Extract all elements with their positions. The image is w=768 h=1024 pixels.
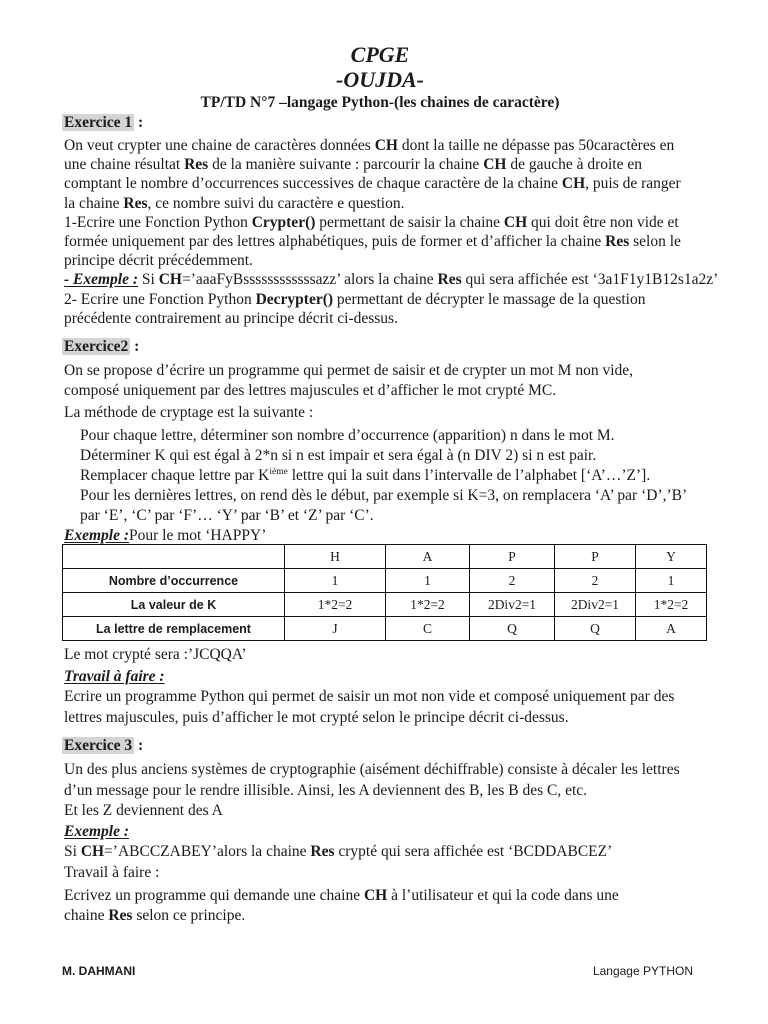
- table-cell: 1*2=2: [285, 593, 386, 617]
- result-line: [64, 645, 247, 665]
- keyword-text: Res: [437, 271, 462, 289]
- task-title-line: [64, 863, 159, 883]
- text-segment: Si: [64, 843, 81, 860]
- task-line: [64, 687, 674, 708]
- keyword-text: CH: [374, 137, 398, 154]
- keyword-text: Res: [108, 906, 133, 924]
- superscript-text: ième: [269, 467, 288, 477]
- cipher-example-table: [62, 544, 707, 641]
- school-name: CPGE: [350, 42, 410, 67]
- exercise-3-example: [64, 842, 612, 862]
- exercise-2-title: Exercice2: [64, 338, 129, 355]
- table-cell: 1: [285, 569, 386, 593]
- table-cell: 2Div2=1: [470, 593, 555, 617]
- text-segment: une chaine résultat: [64, 156, 185, 174]
- method-step-line: [80, 466, 687, 486]
- table-header-cell: P: [470, 545, 555, 569]
- text-segment: dont la taille ne dépasse pas 50caractères en: [397, 137, 675, 154]
- table-cell: J: [285, 617, 386, 641]
- table-row-label: La valeur de K: [63, 593, 285, 617]
- task-title-line: [64, 667, 165, 687]
- exercise-2-method-title: [64, 403, 313, 423]
- exercise-3-intro: [64, 760, 680, 822]
- emphasis-label: Exemple :: [64, 823, 129, 840]
- table-cell: 2: [555, 569, 636, 593]
- text-segment: On veut crypter une chaine de caractères données: [64, 137, 375, 154]
- text-segment: =’ABCCZABEY’alors la chaine: [104, 843, 311, 860]
- text-segment: composé uniquement par des lettres majuscules et d’afficher le mot crypté MC.: [64, 382, 557, 399]
- keyword-text: Res: [123, 194, 148, 212]
- text-segment: On se propose d’écrire un programme qui permet de saisir et de crypter un mot M non vide,: [64, 362, 634, 379]
- statement-line: [64, 251, 718, 270]
- intro-line: [64, 361, 633, 381]
- text-segment: crypté qui sera affichée est ‘BCDDABCEZ’: [334, 843, 613, 860]
- table-row: [63, 593, 707, 617]
- exercise-2-method-steps: [80, 426, 687, 526]
- table-header-cell: Y: [636, 545, 707, 569]
- keyword-text: Res: [605, 233, 630, 251]
- intro-line: [64, 781, 680, 802]
- emphasis-label: - Exemple :: [64, 271, 139, 289]
- statement-line: [64, 213, 718, 232]
- table-header-cell: A: [386, 545, 470, 569]
- text-segment: Pour le mot ‘HAPPY’: [129, 527, 267, 544]
- text-segment: permettant de décrypter le massage de la question: [333, 290, 646, 308]
- method-step-line: [80, 486, 687, 506]
- example-title-line: [64, 822, 129, 842]
- text-segment: Travail à faire :: [64, 864, 160, 881]
- example-line: [64, 527, 266, 545]
- table-cell: Q: [555, 617, 636, 641]
- task-line: [64, 886, 619, 906]
- text-segment: selon le: [629, 233, 681, 251]
- heading-colon: :: [134, 737, 144, 754]
- text-segment: formée uniquement par des lettres alphabétiques, puis de former et d’afficher la chaine: [64, 233, 606, 251]
- statement-line: [64, 136, 718, 155]
- keyword-text: CH: [483, 156, 507, 174]
- statement-line: [64, 290, 718, 309]
- task-line: [64, 708, 674, 729]
- exercise-2-result: [64, 645, 247, 665]
- text-segment: qui sera affichée est ‘3a1F1y1B12s1a2z’: [461, 271, 719, 289]
- exercise-1-heading: [62, 113, 143, 133]
- text-segment: 2- Ecrire une Fonction Python: [64, 290, 256, 308]
- method-title-line: [64, 403, 313, 423]
- method-step-line: [80, 506, 687, 526]
- method-step-line: [80, 446, 687, 466]
- text-segment: Un des plus anciens systèmes de cryptographie (aisément déchiffrable) consiste à décaler les lettres: [64, 761, 680, 778]
- table-cell: 1: [636, 569, 707, 593]
- keyword-text: CH: [561, 175, 586, 193]
- text-segment: à l’utilisateur et qui la code dans une: [387, 887, 619, 904]
- table-row-label: La lettre de remplacement: [63, 617, 285, 641]
- text-segment: Déterminer K qui est égal à 2*n si n est impair et sera égal à (n DIV 2) si n est pair.: [80, 447, 597, 464]
- table-row: [63, 569, 707, 593]
- exercise-3-task: [64, 886, 619, 925]
- statement-line: [64, 232, 718, 251]
- footer-subject: Langage PYTHON: [592, 964, 693, 978]
- text-segment: Pour les dernières lettres, on rend dès le début, par exemple si K=3, on remplacera ‘A’ par ‘D’,’B’: [80, 487, 688, 504]
- task-line: [64, 906, 619, 926]
- emphasis-label: Exemple :: [64, 527, 129, 544]
- text-segment: par ‘E’, ‘C’ par ‘F’… ‘Y’ par ‘B’ et ‘Z’ par ‘C’.: [80, 507, 374, 524]
- table-header-cell: H: [285, 545, 386, 569]
- text-segment: qui doit être non vide et: [527, 213, 679, 231]
- intro-line: [64, 760, 680, 781]
- table-cell: A: [636, 617, 707, 641]
- table-row-label: Nombre d’occurrence: [63, 569, 285, 593]
- text-segment: d’un message pour le rendre illisible. Ainsi, les A deviennent des B, les B des C, etc.: [64, 781, 588, 799]
- exercise-2-example: [64, 527, 266, 545]
- exercise-2-task: [64, 687, 674, 728]
- table-corner-cell: [63, 545, 285, 569]
- text-segment: Ecrivez un programme qui demande une chaine: [64, 887, 364, 904]
- table-row: [63, 617, 707, 641]
- keyword-text: CH: [158, 271, 182, 289]
- keyword-text: Res: [310, 843, 335, 860]
- text-segment: selon ce principe.: [132, 906, 246, 924]
- exercise-3-example-title: [64, 822, 129, 842]
- intro-line: [64, 801, 680, 822]
- exercise-3-task-title: [64, 863, 159, 883]
- method-step-line: [80, 426, 687, 446]
- exercise-3-heading: [62, 736, 143, 756]
- text-segment: lettre qui la suit dans l’intervalle de l’alphabet [‘A’…’Z’].: [287, 467, 651, 484]
- table-header-cell: P: [555, 545, 636, 569]
- footer-author: M. DAHMANI: [62, 964, 136, 978]
- text-segment: Si: [138, 271, 159, 289]
- exercise-3-title: Exercice 3: [64, 737, 133, 754]
- city-name: -OUJDA-: [336, 67, 424, 92]
- exercise-1-title: Exercice 1: [64, 114, 133, 131]
- keyword-text: Crypter(): [251, 213, 316, 231]
- statement-line: [64, 194, 718, 213]
- table-cell: C: [386, 617, 470, 641]
- text-segment: principe décrit précédemment.: [64, 252, 253, 270]
- table-cell: Q: [470, 617, 555, 641]
- text-segment: de gauche à droite en: [506, 156, 642, 174]
- keyword-text: Res: [184, 156, 209, 174]
- document-title: TP/TD N°7 –langage Python-(les chaines de caractère): [200, 94, 560, 111]
- heading-colon: :: [134, 114, 144, 131]
- exercise-1-statement: [64, 136, 718, 328]
- text-segment: Remplacer chaque lettre par K: [80, 467, 270, 484]
- text-segment: , puis de ranger: [585, 175, 681, 193]
- text-segment: précédente contrairement au principe décrit ci-dessus.: [64, 309, 398, 327]
- statement-line: [64, 270, 718, 289]
- example-line: [64, 842, 612, 862]
- text-segment: la chaine: [64, 194, 124, 212]
- statement-line: [64, 309, 718, 328]
- text-segment: Ecrire un programme Python qui permet de saisir un mot non vide et composé uniquement par des: [64, 688, 675, 705]
- text-segment: comptant le nombre d’occurrences successives de chaque caractère de la chaine: [64, 175, 562, 193]
- heading-colon: :: [130, 338, 140, 355]
- table-cell: 2: [470, 569, 555, 593]
- statement-line: [64, 174, 718, 193]
- text-segment: Et les Z deviennent des A: [64, 802, 223, 819]
- table-cell: 1*2=2: [386, 593, 470, 617]
- table-cell: 1*2=2: [636, 593, 707, 617]
- text-segment: , ce nombre suivi du caractère e question.: [147, 194, 405, 212]
- text-segment: La méthode de cryptage est la suivante :: [64, 404, 314, 421]
- text-segment: permettant de saisir la chaine: [315, 213, 504, 231]
- text-segment: =’aaaFyBssssssssssssazz’ alors la chaine: [181, 271, 438, 289]
- text-segment: de la manière suivante : parcourir la chaine: [208, 156, 484, 174]
- keyword-text: CH: [80, 843, 105, 860]
- table-cell: 1: [386, 569, 470, 593]
- text-segment: chaine: [64, 906, 109, 924]
- keyword-text: CH: [363, 887, 388, 904]
- emphasis-label: Travail à faire :: [64, 668, 165, 685]
- table-cell: 2Div2=1: [555, 593, 636, 617]
- exercise-2-heading: [62, 337, 139, 357]
- text-segment: Pour chaque lettre, déterminer son nombre d’occurrence (apparition) n dans le mot M.: [80, 427, 615, 444]
- table-header-row: [63, 545, 707, 569]
- keyword-text: Decrypter(): [255, 290, 334, 308]
- exercise-2-task-title: [64, 667, 165, 687]
- keyword-text: CH: [503, 213, 528, 231]
- text-segment: lettres majuscules, puis d’afficher le mot crypté selon le principe décrit ci-dessus.: [64, 708, 569, 726]
- text-segment: 1-Ecrire une Fonction Python: [64, 213, 252, 231]
- intro-line: [64, 381, 633, 401]
- statement-line: [64, 155, 718, 174]
- text-segment: Le mot crypté sera :’JCQQA’: [64, 646, 247, 663]
- exercise-2-intro: [64, 361, 633, 401]
